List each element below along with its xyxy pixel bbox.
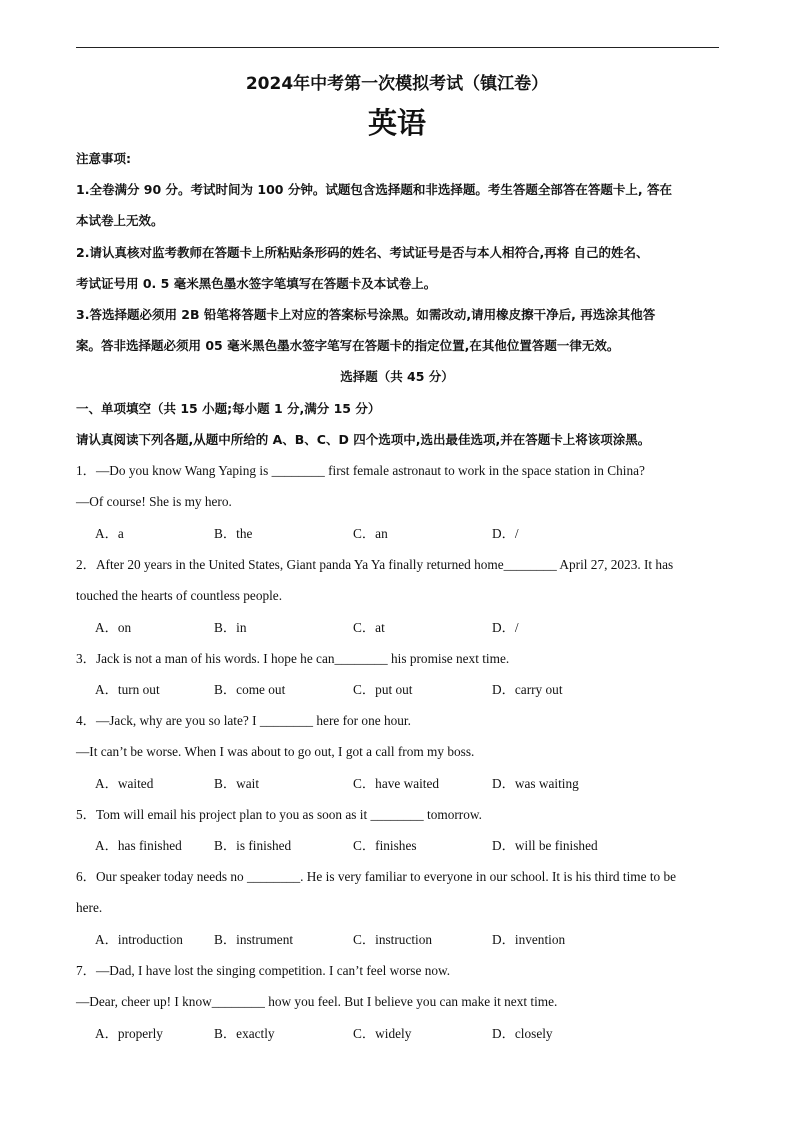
q6-option-c: C．instruction [353, 932, 433, 947]
q3-option-b: B．come out [214, 682, 286, 697]
question-6-text: here. [76, 900, 103, 915]
q7-option-c: C．widely [353, 1026, 412, 1041]
notes-line: 考试证号用 0. 5 毫米黑色墨水签字笔填写在答题卡及本试卷上。 [76, 276, 437, 291]
q4-option-d: D．was waiting [492, 776, 579, 791]
q2-option-b: B．in [214, 620, 247, 635]
notes-heading: 注意事项: [76, 151, 131, 166]
q7-option-b: B．exactly [214, 1026, 275, 1041]
question-7-text: 7．—Dad, I have lost the singing competition. I can’t feel worse now. [76, 963, 451, 978]
q5-option-d: D．will be finished [492, 838, 598, 853]
question-2-text: touched the hearts of countless people. [76, 588, 283, 603]
question-1-text: 1．—Do you know Wang Yaping is ________ first female astronaut to work in the space station in China? [76, 463, 645, 478]
q6-option-a: A．introduction [95, 932, 183, 947]
question-5-text: 5．Tom will email his project plan to you as soon as it ________ tomorrow. [76, 807, 482, 822]
q1-option-c: C．an [353, 526, 388, 541]
q4-option-c: C．have waited [353, 776, 440, 791]
question-2-text: 2．After 20 years in the United States, Giant panda Ya Ya finally returned home________ April 27, 2023. It has [76, 557, 674, 572]
question-4-text: 4．—Jack, why are you so late? I ________ here for one hour. [76, 713, 411, 728]
q5-option-a: A．has finished [95, 838, 182, 853]
q1-option-b: B．the [214, 526, 253, 541]
q2-option-c: C．at [353, 620, 385, 635]
notes-line: 2.请认真核对监考教师在答题卡上所粘贴条形码的姓名、考试证号是否与本人相符合,再将 自己的姓名、 [76, 245, 649, 260]
question-3-text: 3．Jack is not a man of his words. I hope he can________ his promise next time. [76, 651, 510, 666]
q3-option-d: D．carry out [492, 682, 563, 697]
instruction-text: 请认真阅读下列各题,从题中所给的 A、B、C、D 四个选项中,选出最佳选项,并在答题卡上将该项涂黑。 [76, 432, 651, 447]
q6-option-d: D．invention [492, 932, 566, 947]
q7-option-a: A．properly [95, 1026, 163, 1041]
q5-option-c: C．finishes [353, 838, 417, 853]
question-4-text: —It can’t be worse. When I was about to go out, I got a call from my boss. [76, 744, 475, 759]
q5-option-b: B．is finished [214, 838, 292, 853]
section-title: 选择题（共 45 分） [340, 369, 454, 384]
header-rule [76, 47, 719, 48]
q1-option-a: A．a [95, 526, 124, 541]
notes-line: 3.答选择题必须用 2B 铅笔将答题卡上对应的答案标号涂黑。如需改动,请用橡皮擦干净后, 再选涂其他答 [76, 307, 656, 322]
q4-option-b: B．wait [214, 776, 260, 791]
q6-option-b: B．instrument [214, 932, 294, 947]
q1-option-d: D．/ [492, 526, 519, 541]
part-title: 一、单项填空（共 15 小题;每小题 1 分,满分 15 分） [76, 401, 381, 416]
q2-option-a: A．on [95, 620, 132, 635]
q3-option-c: C．put out [353, 682, 413, 697]
notes-line: 1.全卷满分 90 分。考试时间为 100 分钟。试题包含选择题和非选择题。考生答题全部答在答题卡上, 答在 [76, 182, 672, 197]
q4-option-a: A．waited [95, 776, 154, 791]
subject-title: 英语 [367, 106, 426, 140]
notes-line: 本试卷上无效。 [76, 213, 164, 228]
q3-option-a: A．turn out [95, 682, 160, 697]
q2-option-d: D．/ [492, 620, 519, 635]
notes-line: 案。答非选择题必须用 05 毫米黑色墨水签字笔写在答题卡的指定位置,在其他位置答题一律无效。 [76, 338, 620, 353]
exam-title: 2024年中考第一次模拟考试（镇江卷） [245, 74, 549, 94]
question-7-text: —Dear, cheer up! I know________ how you feel. But I believe you can make it next time. [76, 994, 558, 1009]
q7-option-d: D．closely [492, 1026, 553, 1041]
question-1-text: —Of course! She is my hero. [76, 494, 232, 509]
question-6-text: 6．Our speaker today needs no ________. He is very familiar to everyone in our school. It is his third time to be [76, 869, 677, 884]
